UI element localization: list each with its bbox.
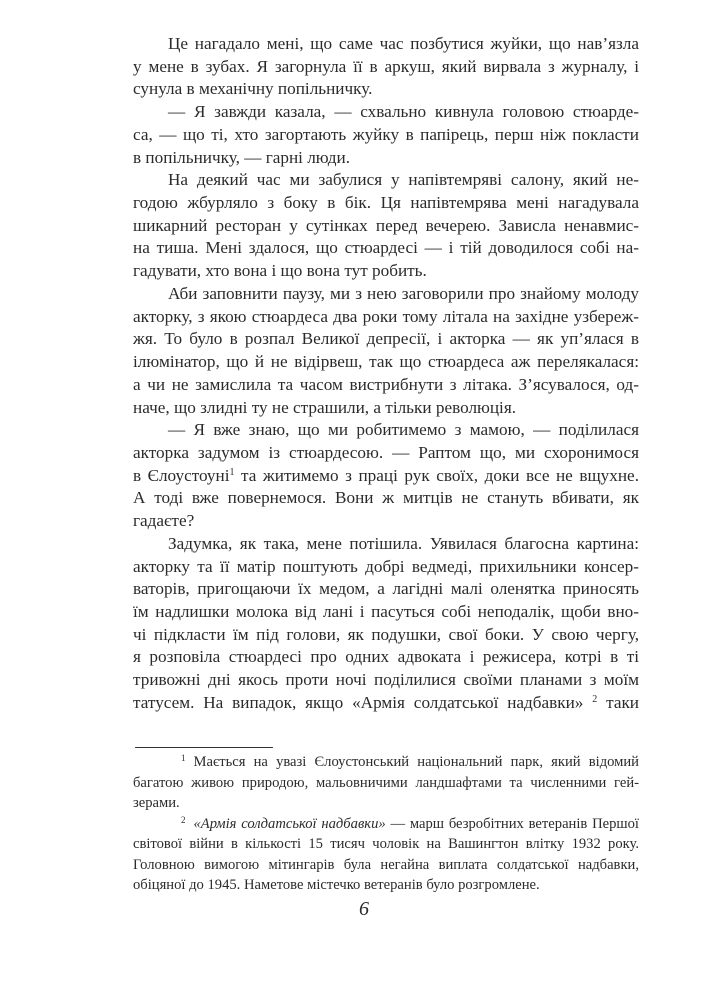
footnote-1-line — [133, 752, 639, 773]
text-line: шикарний ресторан у сутінках перед вечерею. Зависла ненавмис- — [133, 215, 639, 235]
footnote-ref-1[interactable]: 1 — [229, 466, 235, 478]
footnote-2-line — [133, 814, 639, 835]
footnote-1-line: зерами. — [133, 795, 180, 811]
text-fragment: таки — [597, 692, 639, 712]
text-line: Це нагадало мені, що саме час позбутися жуйки, що нав’язла — [168, 34, 639, 53]
text-line: гадаєте? — [133, 511, 195, 531]
text-line: наче, що злидні ту не страшили, а тільки революція. — [133, 397, 517, 417]
main-text — [133, 33, 639, 715]
text-line: акторку, з якою стюардеса два роки тому літала на західне узбереж- — [133, 306, 639, 326]
text-line: са, — що ті, хто загортають жуйку в папірець, перш ніж покласти — [133, 124, 639, 144]
footnote-ref-2[interactable]: 2 — [592, 693, 598, 705]
text-line: годою жбурляло з боку в бік. Ця напівтемрява мені нагадувала — [133, 193, 639, 213]
footnote-divider — [135, 747, 273, 748]
text-line: жя. То було в розпал Великої депресії, і акторка — як уп’ялася в — [133, 329, 639, 349]
text-fragment: — марш безробітних ветеранів Першої — [385, 815, 639, 832]
page-number: 6 — [359, 898, 369, 920]
text-line: акторка задумом із стюардесою. — Раптом що, ми схоронимося — [133, 442, 639, 462]
footnotes — [133, 752, 639, 896]
text-line: а чи не замислила та часом вистрибнути з літака. З’ясувалося, од- — [133, 374, 639, 394]
text-line: Аби заповнити паузу, ми з нею заговорили про знайому молоду — [168, 283, 639, 303]
footnote-2-line: обіцяної до 1945. Наметове містечко ветеранів було розгромлене. — [133, 877, 540, 893]
text-line: акторку та її матір поштують добрі ведмеді, прихильники консер- — [133, 556, 639, 576]
text-line: у мене в зубах. Я загорнула її в аркуш, який вирвала з журналу, і — [133, 56, 639, 76]
text-line: гадувати, хто вона і що вона тут робить. — [133, 261, 427, 281]
text-line: на тиша. Мені здалося, що стюардесі — і тій доводилося собі на- — [133, 238, 639, 258]
footnote-2-line: Головною вимогою мітингарів була негайна виплата солдатської надбавки, — [133, 856, 639, 873]
footnote-marker: 2 — [181, 814, 186, 825]
text-line: — Я вже знаю, що ми робитимемо з мамою, — поділилася — [168, 420, 639, 440]
footnote-marker: 1 — [181, 753, 186, 763]
text-line: Задумка, як така, мене потішила. Уявилася благосна картина: — [168, 533, 639, 553]
text-line: я розповіла стюардесі про одних адвоката і режисера, котрі в ті — [133, 647, 639, 667]
text-line: їм надлишки молока від лані і пасуться собі неподалік, щоби вно- — [133, 601, 639, 621]
text-fragment: татусем. На випадок, якщо «Армія солдатської надбавки» — [133, 692, 593, 712]
text-line: чі підкласти їм під голови, як подушки, свої боки. У свою чергу, — [133, 624, 639, 644]
footnote-1-line: багатою живою природою, мальовничими ландшафтами та численними гей- — [133, 774, 639, 791]
text-line: ілюмінатор, що й не відірвеш, так що стюардеса аж перелякалася: — [133, 352, 639, 372]
text-line: А тоді вже повернемося. Вони ж митців не стануть вбивати, як — [133, 488, 639, 508]
text-line — [133, 465, 639, 488]
text-line: сунула в механічну попільничку. — [133, 79, 373, 99]
text-line: — Я завжди казала, — схвально кивнула головою стюарде- — [168, 102, 639, 122]
text-fragment: та житимемо з праці рук своїх, доки все не вщухне. — [234, 465, 639, 485]
text-line — [133, 692, 639, 715]
text-line: тривожні дні якось проти ночі поділилися своїми планами з моїм — [133, 670, 639, 690]
footnote-2-line: світової війни в кількості 15 тисяч чоловік на Вашингтон влітку 1932 року. — [133, 836, 639, 852]
text-line: ваторів, пригощаючи їх медом, а лагідні малі оленятка приносять — [133, 579, 639, 599]
text-line: На деякий час ми забулися у напівтемряві салону, який не- — [168, 170, 639, 190]
text-fragment: Мається на увазі Єлоустонський національний парк, який відомий — [193, 754, 639, 770]
footnote-title: «Армія солдатської надбавки» — [193, 815, 386, 832]
text-fragment: в Єлоустоуні — [133, 465, 230, 485]
text-line: в попільничку, — гарні люди. — [133, 147, 351, 167]
